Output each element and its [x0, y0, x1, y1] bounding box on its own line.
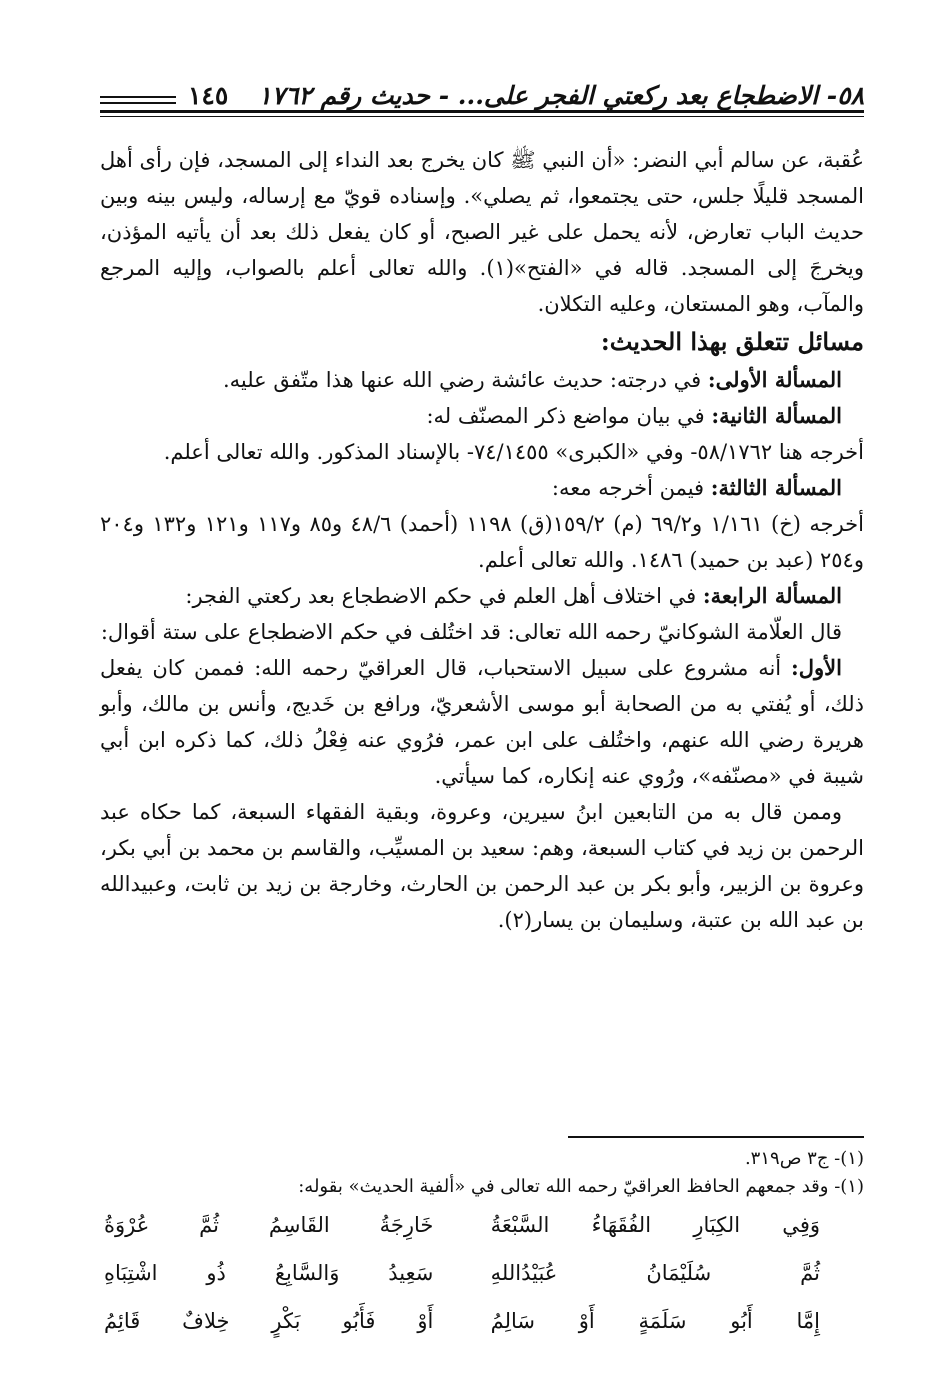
footnote-1: (١)- ج٣ ص٣١٩.	[744, 1148, 864, 1169]
section-title: مسائل تتعلق بهذا الحديث:	[600, 327, 864, 356]
paragraph-opening: عُقبة، عن سالم أبي النضر: «أن النبي ﷺ كان يخرج بعد النداء إلى المسجد، فإن رأى أهل المسجد قليلًا جلس، حتى يجتمعوا، ثم يصلي». وإسناده قويّ مع إرساله، وليس بينه وبين حديث الباب تعارض، لأنه يحمل على غير الصبح، أو كان يفعل ذلك بعد أن يأتيه المؤذن، ويخرجَ إلى المسجد. قاله في «الفتح»(١). والله تعالى أعلم بالصواب، وإليه المرجع والمآب، وهو المستعان، وعليه التكلان.	[100, 148, 865, 316]
page-number-group	[100, 81, 228, 110]
page-number-rule	[100, 96, 176, 104]
footnote-2: (١)- وقد جمعهم الحافظ العراقيّ رحمه الله تعالى في «ألفية الحديث» بقوله:	[298, 1176, 864, 1197]
opinion-1-text: أنه مشروع على سبيل الاستحباب، قال العراقيّ رحمه الله: فممن كان يفعل ذلك، أو يُفتي به من الصحابة أبو موسى الأشعريّ، ورافع بن خَديج، وأنس بن مالك، وأبو هريرة رضي الله عنهم، واختُلف على ابن عمر، فرُوي عنه فِعْلُ ذلك، كما ذكره ابن أبي شيبة في «مصنّفه»، ورُوي عنه إنكاره، كما سيأتي.	[100, 656, 864, 788]
issue-4	[100, 578, 864, 614]
issue-3-text: فيمن أخرجه معه:	[551, 476, 705, 500]
issue-3	[100, 470, 864, 506]
issue-3-paragraph: أخرجه (خ) ١/١٦١ و٦٩/٢ (م) ١٥٩/٢(ق) ١١٩٨ (أحمد) ٤٨/٦ و٨٥ و١١٧ و١٢١ و١٣٢ و٢٠٤ و٢٥٤ (عبد بن حميد) ١٤٨٦. والله تعالى أعلم.	[100, 512, 864, 572]
paragraph-tabiin: وممن قال به من التابعين ابنُ سيرين، وعروة، وبقية الفقهاء السبعة، كما حكاه عبد الرحمن بن زيد في كتاب السبعة، وهم: سعيد بن المسيِّب، والقاسم بن محمد بن أبي بكر، وعروة بن الزبير، وأبو بكر بن عبد الرحمن بن الحارث، وخارجة بن زيد بن ثابت، وعبيدالله بن عبد الله بن عتبة، وسليمان بن يسار(٢).	[100, 800, 864, 932]
footnotes	[100, 1145, 864, 1345]
issue-2	[100, 398, 864, 434]
issue-4-label: المسألة الرابعة:	[702, 583, 842, 608]
verse-line	[100, 1201, 864, 1249]
issue-2-label: المسألة الثانية:	[711, 403, 842, 428]
page-number: ١٤٥	[188, 81, 229, 110]
issue-2-text: في بيان مواضع ذكر المصنّف له:	[426, 404, 705, 428]
issue-4-paragraph: قال العلّامة الشوكانيّ رحمه الله تعالى: قد اختُلف في حكم الاضطجاع على ستة أقوال:	[100, 620, 842, 644]
issue-3-label: المسألة الثالثة:	[710, 475, 842, 500]
issue-4-text: في اختلاف أهل العلم في حكم الاضطجاع بعد ركعتي الفجر:	[185, 584, 697, 608]
running-title: ٥٨- الاضطجاع بعد ركعتي الفجر على... - حديث رقم ١٧٦٢	[258, 81, 864, 110]
page-header	[100, 62, 864, 110]
verse-hemistich-left: سَعِيدُ وَالسَّابِعُ ذُو اشْتِبَاهِ	[104, 1261, 434, 1285]
issue-1	[100, 362, 864, 398]
verse-line	[100, 1297, 864, 1345]
main-text	[100, 142, 864, 938]
verse-hemistich-right: ثُمَّ سُلَيْمَانُ عُبَيْدُاللهِ	[490, 1261, 820, 1285]
verse-hemistich-left: أَوْ فَأَبُو بَكْرٍ خِلافٌ قَائِمُ	[104, 1309, 434, 1333]
verse-line	[100, 1249, 864, 1297]
verse-hemistich-right: إِمَّا أَبُو سَلَمَةٍ أَوْ سَالِمُ	[490, 1309, 820, 1333]
verse-hemistich-right: وَفِي الكِبَارِ الفُقَهَاءُ السَّبْعَةُ	[490, 1213, 820, 1237]
issue-2-paragraph: أخرجه هنا ٥٨/١٧٦٢- وفي «الكبرى» ٧٤/١٤٥٥- بالإسناد المذكور. والله تعالى أعلم.	[163, 440, 864, 464]
opinion-1-label: الأول:	[791, 655, 842, 680]
issue-1-label: المسألة الأولى:	[707, 367, 842, 392]
verse-hemistich-left: خَارِجَةُ القَاسِمُ ثُمَّ عُرْوَةُ	[104, 1213, 434, 1237]
footnote-rule	[568, 1136, 864, 1138]
issue-1-text: في درجته: حديث عائشة رضي الله عنها هذا متّفق عليه.	[222, 368, 702, 392]
opinion-1	[100, 650, 864, 794]
header-rule	[100, 110, 864, 117]
